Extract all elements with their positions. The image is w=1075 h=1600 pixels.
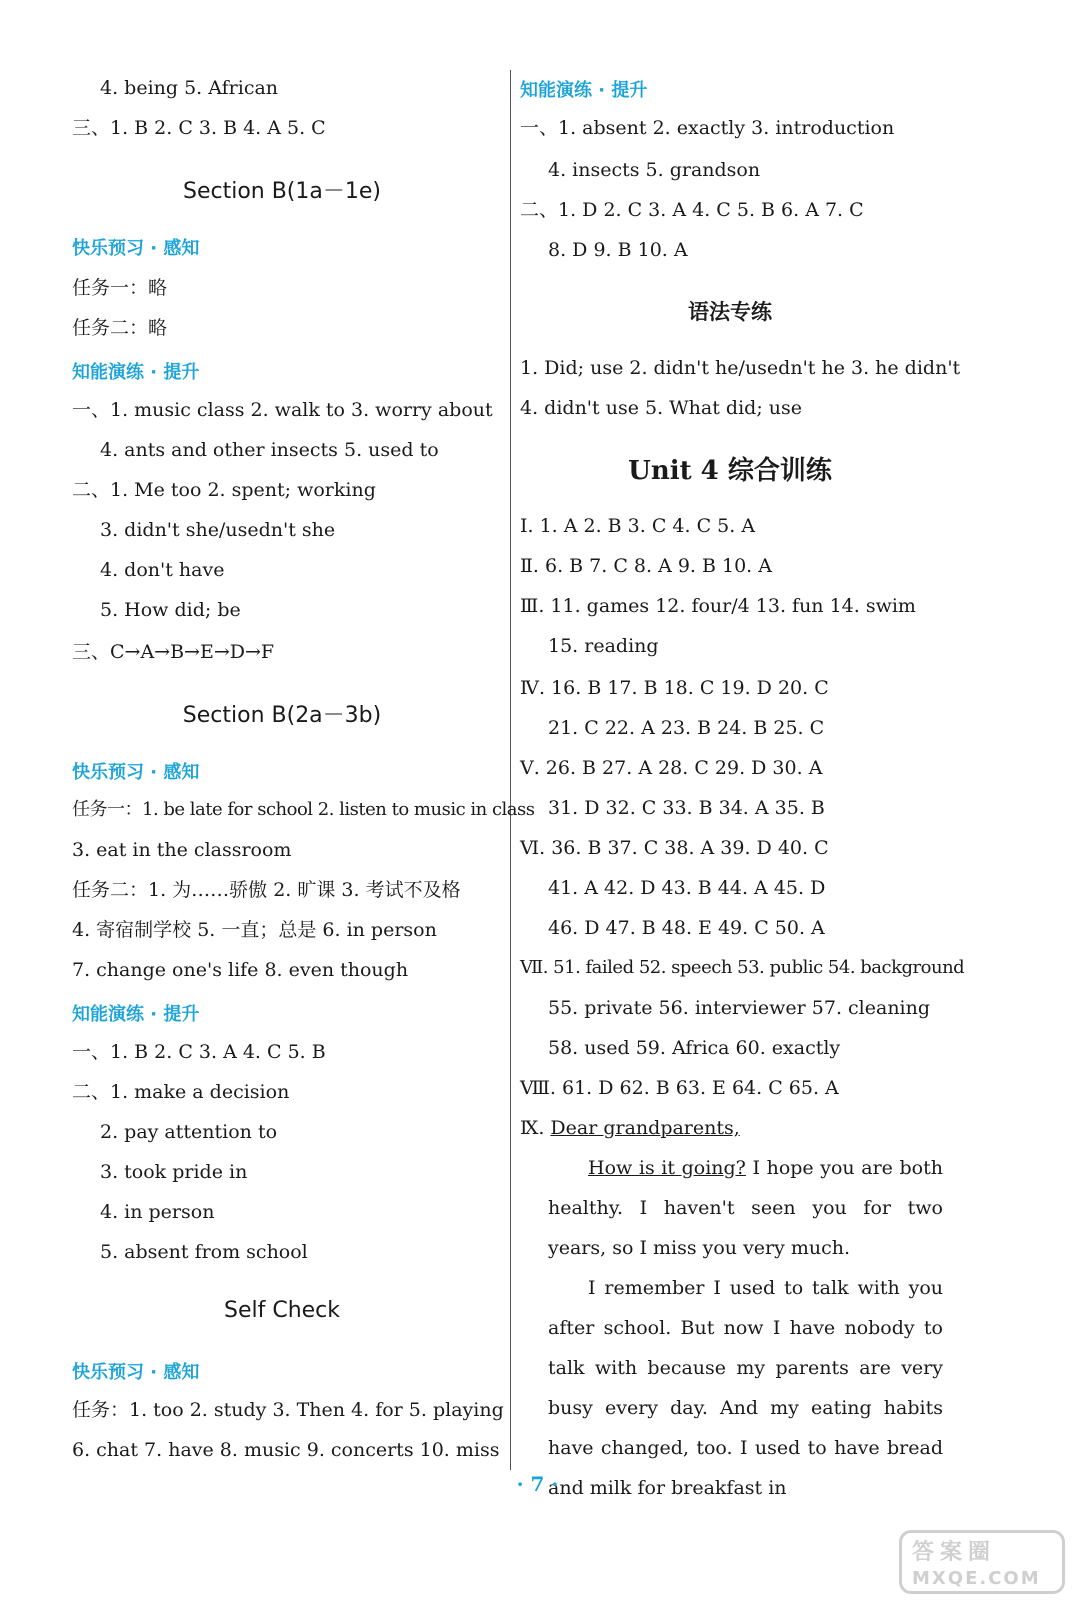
section-heading: Self Check (223, 1298, 341, 1323)
answer-line: 31. D 32. C 33. B 34. A 35. B (548, 797, 825, 819)
answer-line: 1. Did; use 2. didn't he/usedn't he 3. he didn't (520, 357, 961, 379)
answer-line: 41. A 42. D 43. B 44. A 45. D (548, 877, 826, 899)
answer-line: 3. took pride in (100, 1161, 248, 1183)
answer-line: 一、1. absent 2. exactly 3. introduction (520, 117, 895, 139)
answer-line: Ⅷ. 61. D 62. B 63. E 64. C 65. A (520, 1077, 839, 1099)
letter-text: I hope you are both healthy. I haven't seen you for two years, so I miss you very much. (548, 1157, 943, 1259)
answer-line: 15. reading (548, 635, 659, 657)
answer-line: 4. insects 5. grandson (548, 159, 761, 181)
answer-line: 二、1. Me too 2. spent; working (72, 479, 376, 501)
answer-line: Ⅴ. 26. B 27. A 28. C 29. D 30. A (520, 757, 823, 779)
answer-line: 58. used 59. Africa 60. exactly (548, 1037, 841, 1059)
subsection-heading: 知能演练 · 提升 (520, 80, 648, 101)
answer-line: Ⅲ. 11. games 12. four/4 13. fun 14. swim (520, 595, 916, 617)
answer-line: 4. ants and other insects 5. used to (100, 439, 439, 461)
answer-line: 任务一：1. be late for school 2. listen to music in class (72, 799, 535, 820)
watermark-top: 答案圈 (912, 1540, 997, 1565)
unit-heading: Unit 4 综合训练 (628, 456, 832, 486)
watermark-logo (899, 1530, 1065, 1594)
answer-line: 55. private 56. interviewer 57. cleaning (548, 997, 931, 1019)
column-divider (510, 70, 511, 1470)
answer-line: 三、C→A→B→E→D→F (72, 641, 275, 663)
answer-line: 任务：1. too 2. study 3. Then 4. for 5. playing (72, 1399, 504, 1421)
answer-line: Ⅶ. 51. failed 52. speech 53. public 54. background (520, 957, 965, 978)
answer-line: 5. How did; be (100, 599, 241, 621)
answer-line: 一、1. B 2. C 3. A 4. C 5. B (72, 1041, 326, 1063)
subsection-heading: 快乐预习 · 感知 (72, 762, 200, 783)
answer-line: 4. didn't use 5. What did; use (520, 397, 802, 419)
answer-line: Ⅵ. 36. B 37. C 38. A 39. D 40. C (520, 837, 829, 859)
answer-line: 三、1. B 2. C 3. B 4. A 5. C (72, 117, 326, 139)
section-heading: Section B(1a－1e) (182, 179, 381, 204)
answer-line: 5. absent from school (100, 1241, 308, 1263)
answer-line: 46. D 47. B 48. E 49. C 50. A (548, 917, 825, 939)
answer-line: 4. in person (100, 1201, 215, 1223)
answer-line: 二、1. make a decision (72, 1081, 290, 1103)
section-numeral: Ⅸ. (520, 1117, 551, 1139)
subsection-heading: 快乐预习 · 感知 (72, 238, 200, 259)
letter-opening: How is it going? (588, 1157, 746, 1179)
section-heading: Section B(2a－3b) (182, 703, 382, 728)
answer-line: 4. 寄宿制学校 5. 一直；总是 6. in person (72, 919, 437, 941)
answer-line: 7. change one's life 8. even though (72, 959, 409, 981)
answer-line: 21. C 22. A 23. B 24. B 25. C (548, 717, 825, 739)
answer-line: 二、1. D 2. C 3. A 4. C 5. B 6. A 7. C (520, 199, 864, 221)
answer-line: Ⅳ. 16. B 17. B 18. C 19. D 20. C (520, 677, 829, 699)
answer-line: 3. didn't she/usedn't she (100, 519, 336, 541)
answer-line: Ⅰ. 1. A 2. B 3. C 4. C 5. A (520, 515, 756, 537)
watermark-bottom: MXQE.COM (912, 1568, 1041, 1589)
subsection-heading: 知能演练 · 提升 (72, 1004, 200, 1025)
answer-line: 4. being 5. African (100, 77, 279, 99)
letter-paragraph: I remember I used to talk with you after school. But now I have nobody to talk with because my parents are very busy every day. And my eating habits have changed, too. I used to have bread and milk for breakfast in (548, 1277, 943, 1499)
subsection-heading: 知能演练 · 提升 (72, 362, 200, 383)
subsection-heading: 快乐预习 · 感知 (72, 1362, 200, 1383)
grammar-heading: 语法专练 (688, 300, 772, 324)
answer-line: 一、1. music class 2. walk to 3. worry about (72, 399, 493, 421)
letter-salutation-line (520, 1114, 740, 1142)
answer-line: 任务一：略 (72, 277, 168, 299)
answer-line: 任务二：略 (72, 317, 168, 339)
letter-paragraph (548, 1148, 943, 1268)
answer-line: 任务二：1. 为……骄傲 2. 旷课 3. 考试不及格 (72, 879, 461, 901)
answer-line: Ⅱ. 6. B 7. C 8. A 9. B 10. A (520, 555, 772, 577)
answer-line: 4. don't have (100, 559, 225, 581)
answer-line: 6. chat 7. have 8. music 9. concerts 10. miss (72, 1439, 500, 1461)
answer-line: 2. pay attention to (100, 1121, 278, 1143)
letter-salutation: Dear grandparents, (550, 1117, 740, 1139)
answer-line: 8. D 9. B 10. A (548, 239, 688, 261)
answer-line: 3. eat in the classroom (72, 839, 292, 861)
page-number: · 7 · (516, 1472, 559, 1496)
